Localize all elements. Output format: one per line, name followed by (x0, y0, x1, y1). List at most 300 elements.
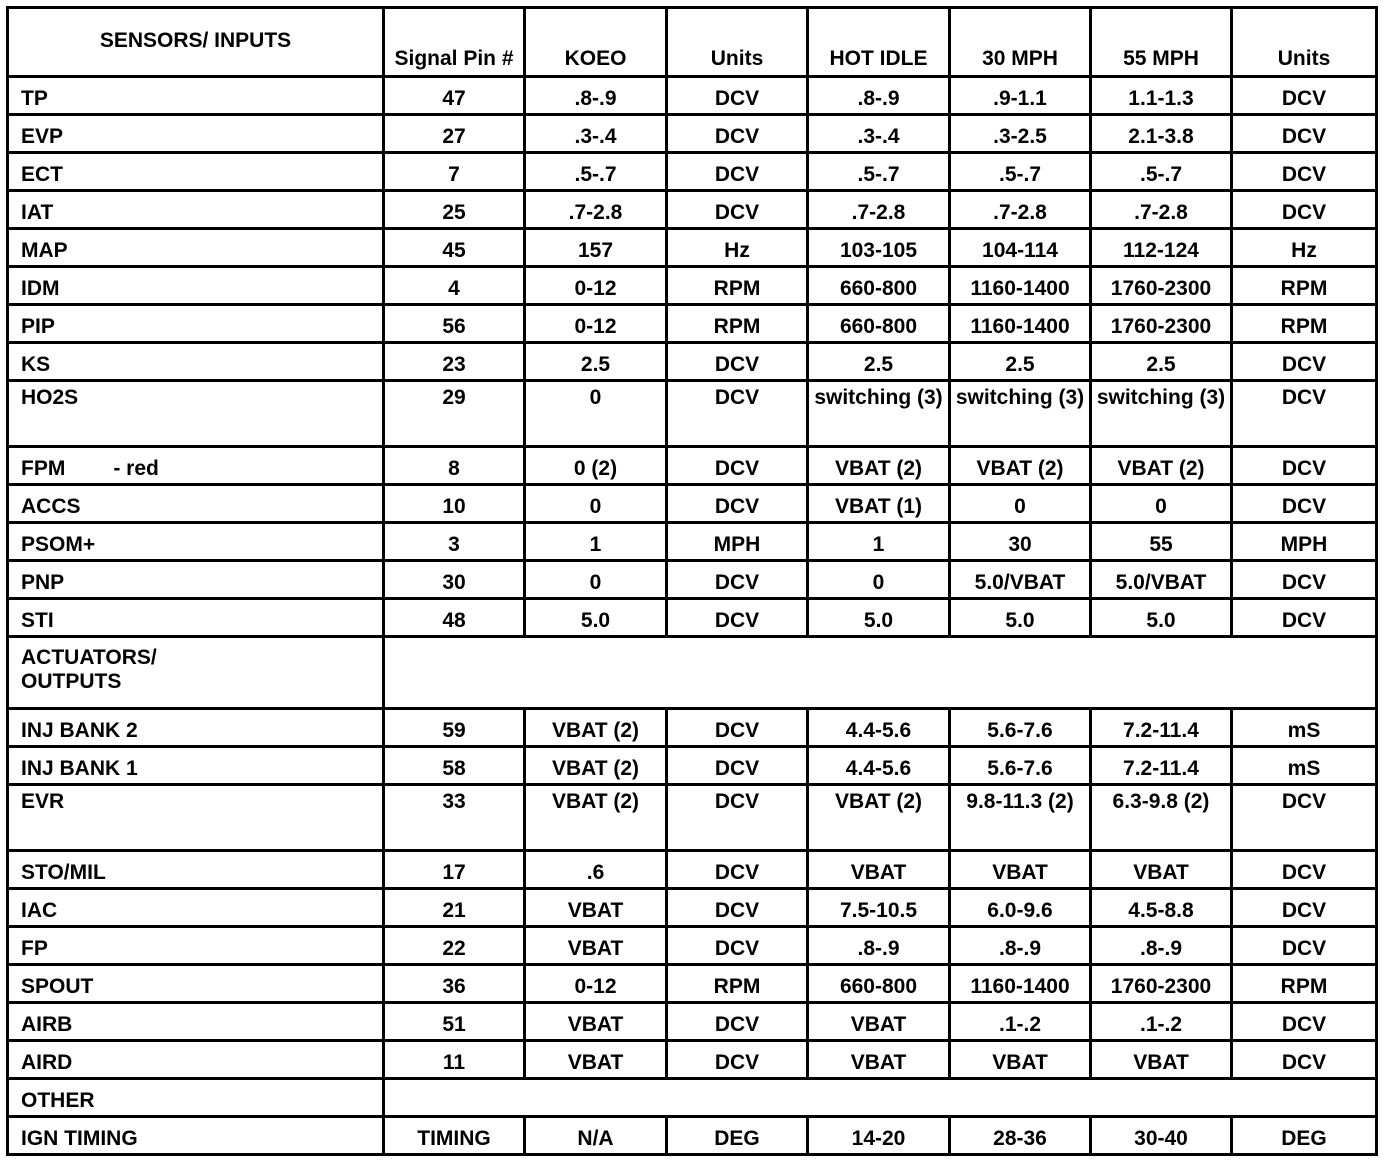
cell-value: DCV (714, 861, 760, 884)
cell-55-mph (1091, 889, 1232, 927)
section-actuators-outputs (8, 637, 1377, 709)
row-label-text: TP (21, 87, 48, 110)
cell-value: DCV (1281, 1013, 1327, 1036)
cell-30-mph (950, 965, 1091, 1003)
cell-value: 104-114 (982, 239, 1058, 262)
header-units-2: Units (1232, 8, 1377, 77)
table-row (8, 485, 1377, 523)
row-label-text: EVR (21, 790, 65, 813)
cell-30-mph (950, 447, 1091, 485)
cell-units-2 (1232, 1117, 1377, 1155)
cell-55-mph (1091, 229, 1232, 267)
cell-signal-pin (384, 851, 525, 889)
cell-value: VBAT (2) (551, 757, 640, 780)
row-label-text: IAT (21, 201, 54, 224)
cell-hot-idle (808, 851, 950, 889)
row-label (8, 709, 384, 747)
cell-value: DCV (1281, 609, 1327, 632)
cell-units-2 (1232, 709, 1377, 747)
section-actuators-outputs-blank (384, 637, 1377, 709)
cell-value: VBAT (2) (551, 790, 640, 813)
section-actuators-outputs-text: ACTUATORS/ OUTPUTS (21, 646, 157, 693)
row-label-text: IDM (21, 277, 60, 300)
cell-value: 5.6-7.6 (987, 719, 1053, 742)
cell-units (667, 485, 808, 523)
cell-value: 1 (872, 533, 885, 556)
table-row (8, 1117, 1377, 1155)
cell-units (667, 1041, 808, 1079)
cell-value: 0 (1155, 495, 1167, 518)
cell-value: DCV (1281, 571, 1327, 594)
row-label (8, 785, 384, 851)
cell-value: 21 (442, 899, 466, 922)
cell-55-mph (1091, 747, 1232, 785)
cell-55-mph (1091, 561, 1232, 599)
cell-55-mph (1091, 267, 1232, 305)
cell-value: 11 (442, 1051, 466, 1074)
table-row (8, 115, 1377, 153)
cell-value: DCV (1281, 790, 1327, 813)
cell-value: DCV (714, 353, 760, 376)
cell-hot-idle (808, 343, 950, 381)
table-row (8, 889, 1377, 927)
cell-hot-idle (808, 381, 950, 447)
cell-55-mph (1091, 485, 1232, 523)
cell-value: 7.2-11.4 (1123, 719, 1199, 742)
cell-hot-idle (808, 927, 950, 965)
row-label (8, 77, 384, 115)
row-label-text: SPOUT (21, 975, 94, 998)
header-sensors-inputs (8, 8, 384, 77)
cell-value: .5-.7 (574, 163, 617, 186)
cell-koeo (525, 229, 667, 267)
cell-units-2 (1232, 191, 1377, 229)
cell-koeo (525, 747, 667, 785)
cell-value: 2.1-3.8 (1128, 125, 1194, 148)
cell-units-2 (1232, 1041, 1377, 1079)
header-55-mph: 55 MPH (1091, 8, 1232, 77)
cell-value: VBAT (2) (976, 457, 1064, 480)
cell-signal-pin (384, 747, 525, 785)
cell-value: VBAT (992, 861, 1048, 884)
cell-value: 157 (577, 239, 614, 262)
cell-30-mph (950, 709, 1091, 747)
cell-value: 0 (589, 495, 602, 518)
cell-30-mph (950, 229, 1091, 267)
cell-value: VBAT (1133, 1051, 1189, 1074)
cell-signal-pin (384, 229, 525, 267)
cell-signal-pin (384, 343, 525, 381)
table-row (8, 561, 1377, 599)
table-row (8, 381, 1377, 447)
cell-value: .5-.7 (998, 163, 1042, 186)
row-label-text: AIRD (21, 1051, 73, 1074)
cell-units (667, 1117, 808, 1155)
header-30-mph: 30 MPH (950, 8, 1091, 77)
cell-units (667, 191, 808, 229)
row-label-text: ECT (21, 163, 63, 186)
cell-value: 1 (589, 533, 602, 556)
cell-30-mph (950, 77, 1091, 115)
cell-value: 10 (442, 495, 466, 518)
cell-value: 1760-2300 (1110, 277, 1212, 300)
cell-signal-pin (384, 1041, 525, 1079)
cell-value: 58 (442, 757, 466, 780)
cell-30-mph (950, 1041, 1091, 1079)
cell-units (667, 599, 808, 637)
cell-30-mph (950, 889, 1091, 927)
cell-55-mph (1091, 851, 1232, 889)
cell-koeo (525, 851, 667, 889)
cell-hot-idle (808, 1117, 950, 1155)
cell-value: 6.0-9.6 (987, 899, 1053, 922)
row-label (8, 599, 384, 637)
cell-hot-idle (808, 485, 950, 523)
row-label (8, 1041, 384, 1079)
cell-value: 56 (442, 315, 466, 338)
cell-units-2 (1232, 381, 1377, 447)
cell-value: 0 (1014, 495, 1026, 518)
cell-value: 28-36 (993, 1127, 1047, 1150)
cell-value: DCV (714, 495, 760, 518)
cell-units-2 (1232, 267, 1377, 305)
cell-value: DCV (1281, 386, 1327, 409)
table-body (8, 77, 1377, 1155)
section-other-blank (384, 1079, 1377, 1117)
cell-hot-idle (808, 447, 950, 485)
cell-value: 5.0/VBAT (974, 571, 1066, 594)
header-row (8, 8, 1377, 77)
cell-value: VBAT (2) (1117, 457, 1205, 480)
cell-30-mph (950, 485, 1091, 523)
row-label-text: AIRB (21, 1013, 73, 1036)
cell-units (667, 1003, 808, 1041)
cell-units (667, 747, 808, 785)
cell-55-mph (1091, 1041, 1232, 1079)
cell-value: 2.5 (863, 353, 894, 376)
cell-units-2 (1232, 599, 1377, 637)
cell-value: RPM (713, 315, 761, 338)
cell-units (667, 851, 808, 889)
cell-koeo (525, 523, 667, 561)
cell-value: 4.4-5.6 (845, 719, 912, 742)
row-label (8, 153, 384, 191)
cell-value: DCV (714, 937, 760, 960)
cell-units (667, 381, 808, 447)
row-label (8, 447, 384, 485)
cell-value: MPH (713, 533, 761, 556)
row-label-text: KS (21, 353, 51, 376)
row-label-text: ACCS (21, 495, 81, 518)
cell-value: .7-2.8 (568, 201, 623, 224)
cell-30-mph (950, 523, 1091, 561)
cell-value: Hz (724, 239, 750, 262)
cell-hot-idle (808, 1041, 950, 1079)
section-other (8, 1079, 1377, 1117)
cell-value: 5.0 (1005, 609, 1035, 632)
cell-koeo (525, 889, 667, 927)
table-row (8, 523, 1377, 561)
row-label (8, 927, 384, 965)
cell-units (667, 785, 808, 851)
cell-value: 660-800 (839, 975, 918, 998)
cell-value: .1-.2 (998, 1013, 1042, 1036)
cell-value: 7.2-11.4 (1123, 757, 1199, 780)
cell-value: 2.5 (1005, 353, 1035, 376)
cell-koeo (525, 267, 667, 305)
cell-units (667, 267, 808, 305)
table-row (8, 927, 1377, 965)
cell-signal-pin (384, 965, 525, 1003)
row-label (8, 485, 384, 523)
cell-value: DCV (1281, 353, 1327, 376)
cell-koeo (525, 153, 667, 191)
cell-value: DCV (1281, 125, 1327, 148)
cell-value: 5.0 (580, 609, 611, 632)
cell-value: 1160-1400 (970, 975, 1070, 998)
cell-value: 0 (589, 386, 602, 409)
cell-units-2 (1232, 305, 1377, 343)
cell-koeo (525, 305, 667, 343)
cell-value: 2.5 (580, 353, 611, 376)
cell-units (667, 889, 808, 927)
table-row (8, 447, 1377, 485)
table-row (8, 1041, 1377, 1079)
cell-hot-idle (808, 115, 950, 153)
row-label (8, 267, 384, 305)
row-label (8, 523, 384, 561)
cell-30-mph (950, 267, 1091, 305)
cell-units (667, 115, 808, 153)
cell-koeo (525, 1117, 667, 1155)
cell-koeo (525, 485, 667, 523)
cell-units-2 (1232, 447, 1377, 485)
cell-value: DCV (1281, 1051, 1327, 1074)
header-koeo: KOEO (525, 8, 667, 77)
cell-value: 1760-2300 (1110, 315, 1212, 338)
cell-value: DCV (714, 1013, 760, 1036)
cell-55-mph (1091, 599, 1232, 637)
table-row (8, 267, 1377, 305)
sensor-values-table (6, 6, 1378, 1156)
cell-value: 1160-1400 (970, 315, 1070, 338)
cell-value: DCV (1281, 201, 1327, 224)
cell-value: 25 (442, 201, 466, 224)
cell-value: DEG (714, 1127, 760, 1150)
row-label (8, 343, 384, 381)
cell-value: 4 (448, 277, 460, 300)
cell-55-mph (1091, 343, 1232, 381)
row-label (8, 561, 384, 599)
cell-signal-pin (384, 599, 525, 637)
cell-koeo (525, 191, 667, 229)
table-row (8, 851, 1377, 889)
cell-value: TIMING (417, 1127, 491, 1150)
cell-signal-pin (384, 785, 525, 851)
cell-value: DCV (714, 1051, 760, 1074)
cell-value: DCV (714, 457, 760, 480)
cell-value: 5.0 (863, 609, 894, 632)
cell-hot-idle (808, 599, 950, 637)
cell-55-mph (1091, 153, 1232, 191)
cell-signal-pin (384, 115, 525, 153)
cell-value: VBAT (1) (834, 495, 923, 518)
cell-55-mph (1091, 305, 1232, 343)
cell-30-mph (950, 1003, 1091, 1041)
cell-units (667, 561, 808, 599)
cell-value: 1.1-1.3 (1128, 87, 1194, 110)
cell-value: .5-.7 (857, 163, 900, 186)
cell-value: 0 (589, 571, 602, 594)
cell-value: 0 (872, 571, 885, 594)
cell-value: DCV (714, 201, 760, 224)
cell-hot-idle (808, 965, 950, 1003)
cell-units (667, 343, 808, 381)
cell-value: 0-12 (574, 975, 617, 998)
cell-value: 30-40 (1134, 1127, 1188, 1150)
cell-55-mph (1091, 785, 1232, 851)
cell-units-2 (1232, 747, 1377, 785)
cell-units (667, 523, 808, 561)
table-row (8, 1003, 1377, 1041)
cell-30-mph (950, 153, 1091, 191)
cell-30-mph (950, 927, 1091, 965)
cell-value: VBAT (850, 1051, 907, 1074)
cell-value: N/A (577, 1127, 614, 1150)
cell-value: 0 (2) (573, 457, 618, 480)
table-row (8, 599, 1377, 637)
table-row (8, 191, 1377, 229)
cell-value: .5-.7 (1139, 163, 1183, 186)
cell-30-mph (950, 561, 1091, 599)
cell-signal-pin (384, 1117, 525, 1155)
cell-55-mph (1091, 523, 1232, 561)
row-label (8, 747, 384, 785)
cell-55-mph (1091, 709, 1232, 747)
cell-units-2 (1232, 927, 1377, 965)
cell-koeo (525, 927, 667, 965)
cell-koeo (525, 447, 667, 485)
table-row (8, 747, 1377, 785)
cell-value: .8-.9 (857, 937, 900, 960)
cell-value: 30 (1008, 533, 1032, 556)
cell-55-mph (1091, 1003, 1232, 1041)
row-label-text: MAP (21, 239, 68, 262)
cell-koeo (525, 785, 667, 851)
row-label-text: FP (21, 937, 48, 960)
cell-value: .9-1.1 (993, 87, 1047, 110)
cell-value: VBAT (567, 1051, 624, 1074)
cell-koeo (525, 343, 667, 381)
cell-value: VBAT (850, 861, 907, 884)
cell-value: Hz (1291, 239, 1317, 262)
table-row (8, 229, 1377, 267)
cell-value: MPH (1280, 533, 1328, 556)
cell-value: 5.6-7.6 (987, 757, 1053, 780)
row-label-text: INJ BANK 2 (21, 719, 138, 742)
header-signal-pin (384, 8, 525, 77)
cell-units (667, 447, 808, 485)
cell-55-mph (1091, 965, 1232, 1003)
cell-value: 7 (448, 163, 460, 186)
cell-value: 5.0/VBAT (1115, 571, 1207, 594)
cell-value: RPM (713, 277, 761, 300)
cell-units-2 (1232, 1003, 1377, 1041)
cell-signal-pin (384, 381, 525, 447)
cell-koeo (525, 599, 667, 637)
cell-value: mS (1287, 757, 1321, 780)
header-sensors-label: SENSORS/ INPUTS (99, 29, 292, 52)
row-label-text: STO/MIL (21, 861, 106, 884)
cell-value: 3 (448, 533, 460, 556)
cell-value: 29 (442, 386, 466, 409)
cell-hot-idle (808, 709, 950, 747)
cell-signal-pin (384, 77, 525, 115)
cell-value: DCV (1281, 495, 1327, 518)
cell-value: 4.5-8.8 (1128, 899, 1194, 922)
cell-value: .8-.9 (857, 87, 900, 110)
row-label (8, 381, 384, 447)
cell-hot-idle (808, 523, 950, 561)
cell-hot-idle (808, 305, 950, 343)
section-actuators-outputs-label (8, 637, 384, 709)
cell-hot-idle (808, 77, 950, 115)
table-row (8, 965, 1377, 1003)
cell-units-2 (1232, 153, 1377, 191)
table-row (8, 77, 1377, 115)
cell-value: 14-20 (851, 1127, 906, 1150)
cell-hot-idle (808, 267, 950, 305)
cell-units (667, 305, 808, 343)
cell-value: .7-2.8 (851, 201, 906, 224)
cell-value: 660-800 (839, 315, 918, 338)
row-label-text: EVP (21, 125, 64, 148)
cell-signal-pin (384, 889, 525, 927)
cell-koeo (525, 1041, 667, 1079)
cell-koeo (525, 965, 667, 1003)
cell-value: mS (1287, 719, 1321, 742)
cell-hot-idle (808, 229, 950, 267)
cell-value: 112-124 (1123, 239, 1199, 262)
table-row (8, 153, 1377, 191)
cell-hot-idle (808, 191, 950, 229)
cell-hot-idle (808, 785, 950, 851)
cell-value: DCV (714, 609, 760, 632)
cell-value: 0-12 (574, 277, 617, 300)
cell-signal-pin (384, 709, 525, 747)
cell-signal-pin (384, 191, 525, 229)
cell-value: 4.4-5.6 (845, 757, 912, 780)
cell-value: 6.3-9.8 (2) (1112, 790, 1210, 813)
table-row (8, 709, 1377, 747)
cell-value: DCV (714, 125, 760, 148)
cell-value: .7-2.8 (1134, 201, 1188, 224)
cell-units (667, 229, 808, 267)
cell-value: DCV (1281, 899, 1327, 922)
cell-units-2 (1232, 343, 1377, 381)
cell-value: 5.0 (1146, 609, 1176, 632)
cell-value: DCV (1281, 937, 1327, 960)
cell-value: 0-12 (574, 315, 617, 338)
cell-value: RPM (1280, 975, 1328, 998)
cell-koeo (525, 381, 667, 447)
row-label-text: PNP (21, 571, 65, 594)
cell-value: 45 (442, 239, 466, 262)
cell-30-mph (950, 115, 1091, 153)
cell-value: .3-.4 (857, 125, 900, 148)
cell-koeo (525, 561, 667, 599)
cell-value: 59 (442, 719, 466, 742)
